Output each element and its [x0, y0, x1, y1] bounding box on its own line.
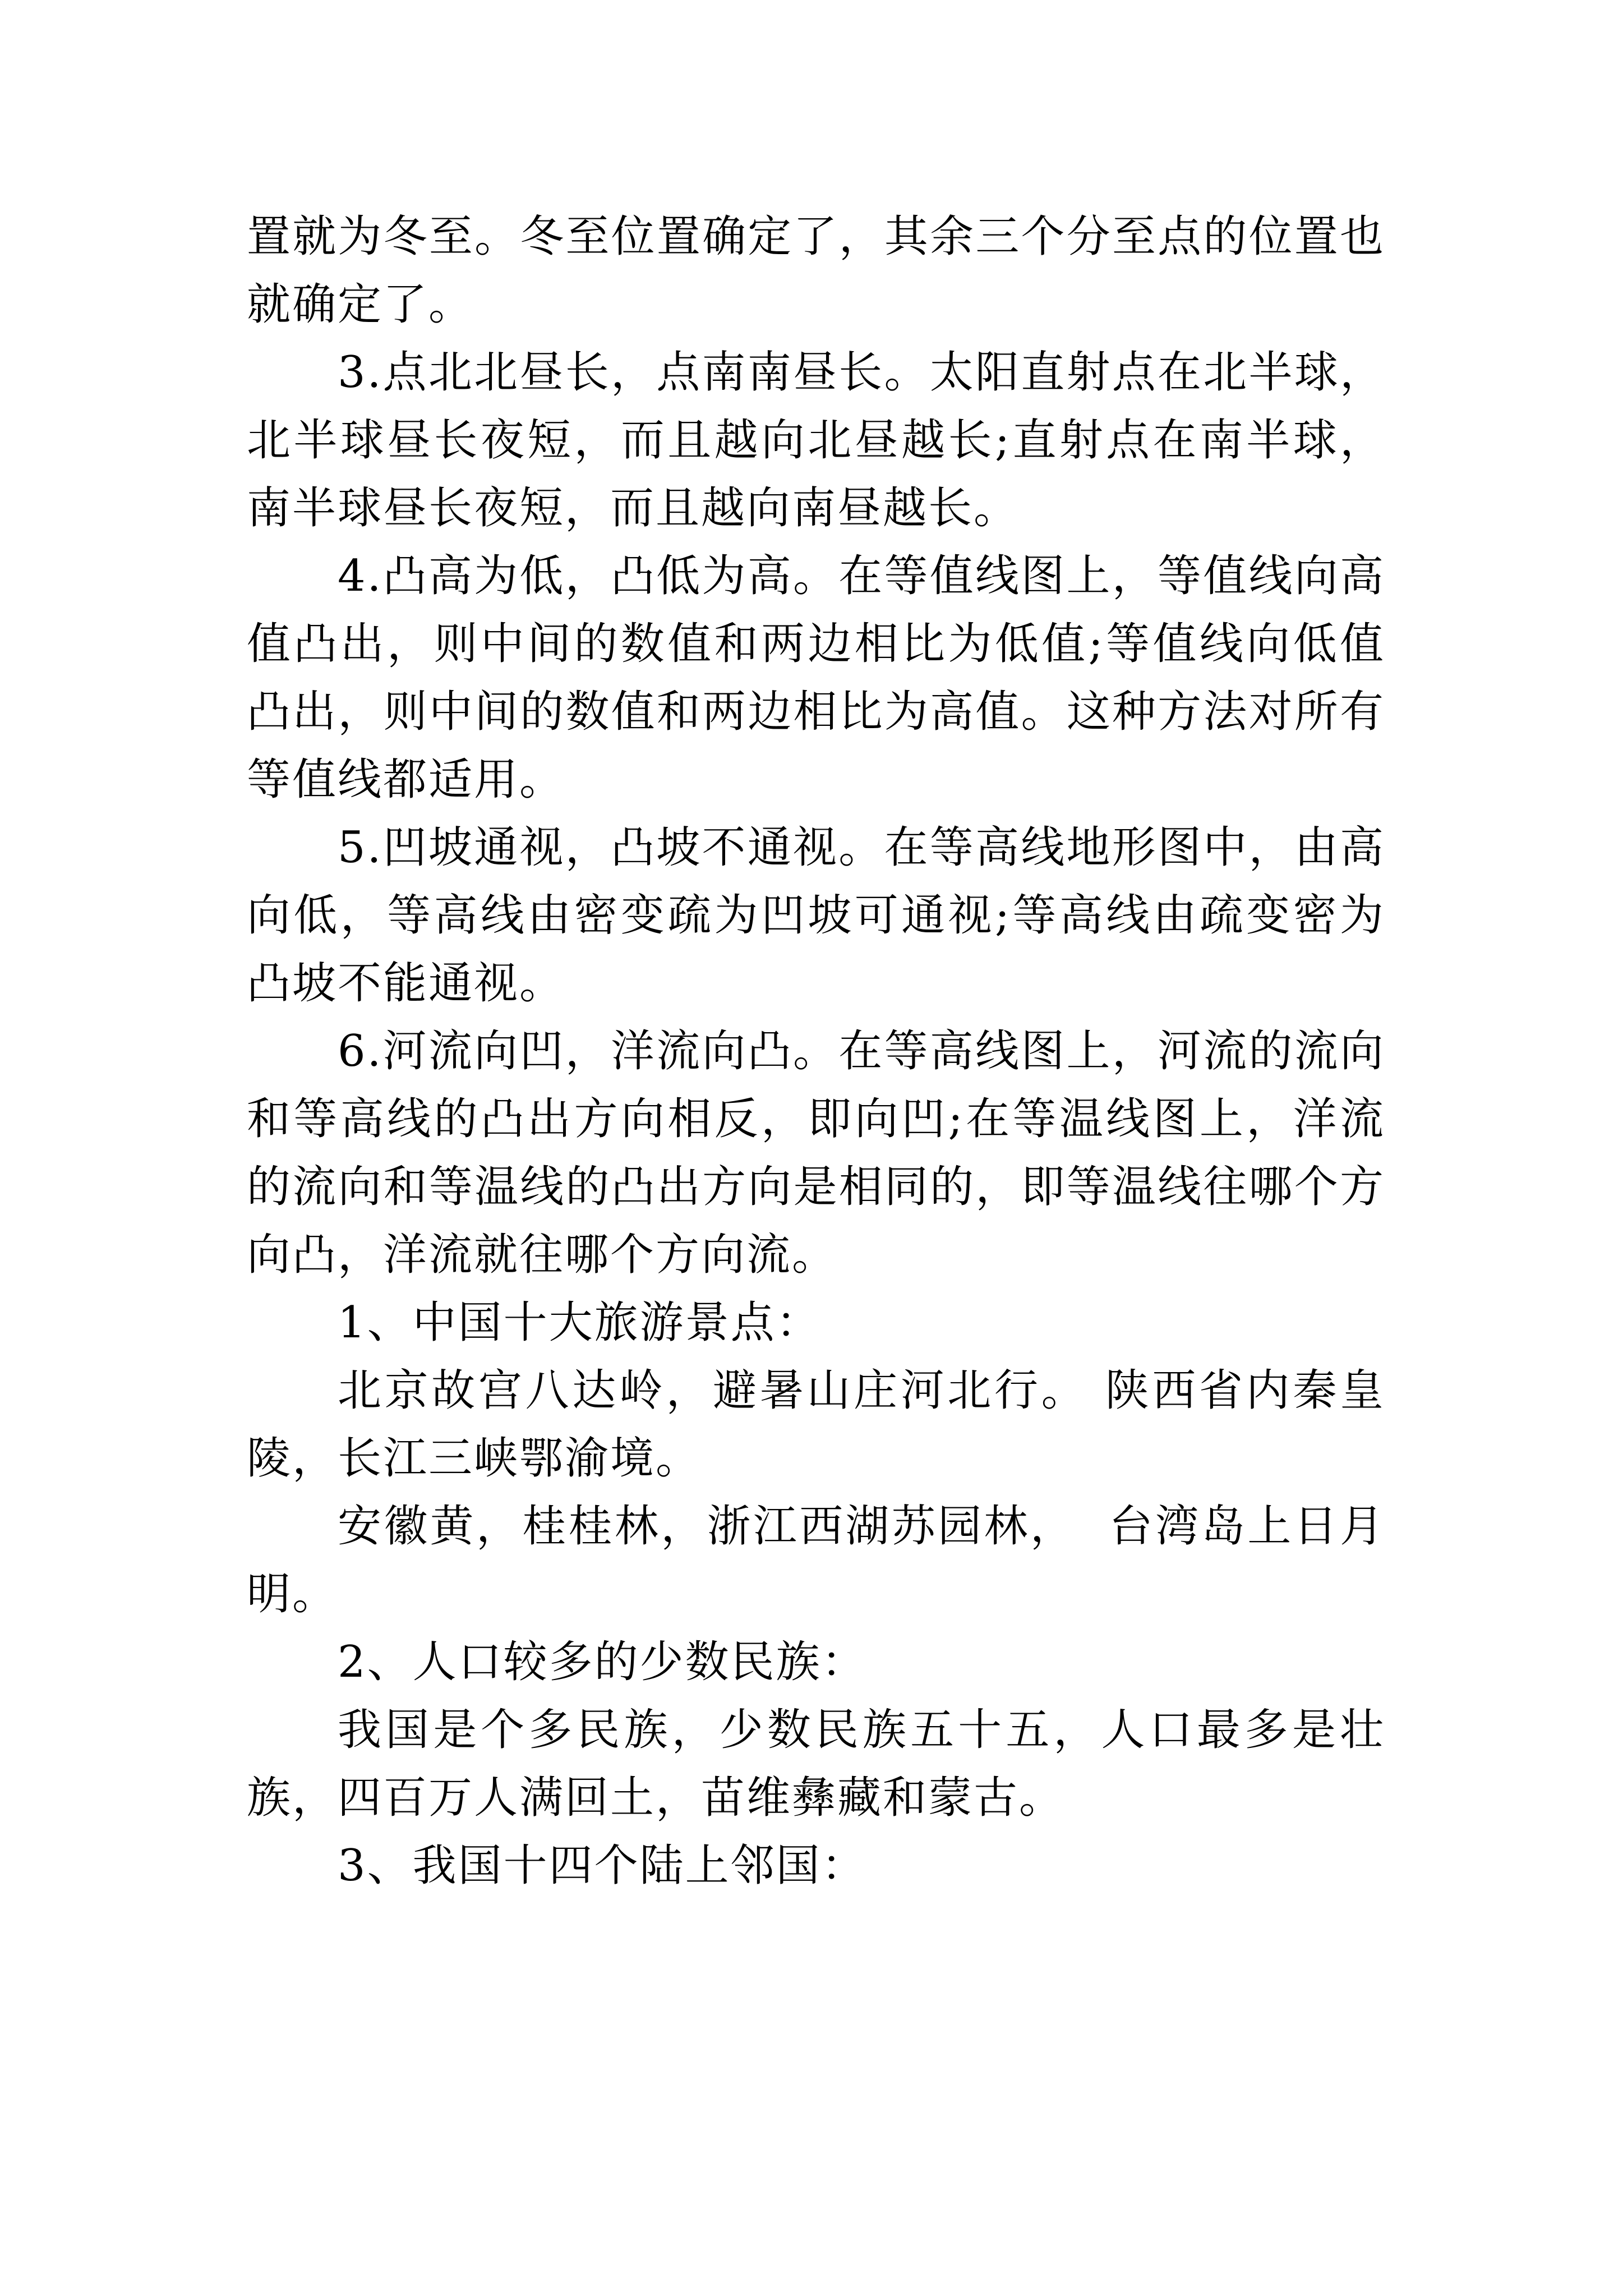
heading-land-neighbors: 3、我国十四个陆上邻国： [338, 1841, 867, 1891]
document-body [247, 203, 1385, 1900]
heading-ethnic-minorities: 2、人口较多的少数民族： [338, 1637, 867, 1687]
paragraph-tourist-sites-line-2: 安徽黄，桂桂林，浙江西湖苏园林， 台湾岛上日月明。 [247, 1501, 1385, 1619]
paragraph-continuation-winter-solstice: 置就为冬至。冬至位置确定了，其余三个分至点的位置也就确定了。 [247, 211, 1385, 330]
paragraph-ethnic-minorities: 我国是个多民族，少数民族五十五，人口最多是壮族，四百万人满回土，苗维彝藏和蒙古。 [247, 1705, 1385, 1823]
heading-tourist-sites: 1、中国十大旅游景点： [338, 1297, 822, 1348]
paragraph-item-4-isolines: 4.凸高为低，凸低为高。在等值线图上，等值线向高值凸出，则中间的数值和两边相比为低值;等值线向低值凸出，则中间的数值和两边相比为高值。这种方法对所有等值线都适用。 [247, 551, 1385, 805]
paragraph-tourist-sites-line-1: 北京故宫八达岭，避暑山庄河北行。 陕西省内秦皇陵，长江三峡鄂渝境。 [247, 1365, 1385, 1484]
paragraph-item-6-rivers-currents: 6.河流向凹，洋流向凸。在等高线图上，河流的流向和等高线的凸出方向相反，即向凹;在等温线图上，洋流的流向和等温线的凸出方向是相同的，即等温线往哪个方向凸，洋流就往哪个方向流。 [247, 1026, 1385, 1280]
paragraph-item-3-day-length: 3.点北北昼长，点南南昼长。太阳直射点在北半球，北半球昼长夜短，而且越向北昼越长;直射点在南半球，南半球昼长夜短，而且越向南昼越长。 [247, 347, 1385, 533]
paragraph-item-5-slope-visibility: 5.凹坡通视，凸坡不通视。在等高线地形图中，由高向低，等高线由密变疏为凹坡可通视;等高线由疏变密为凸坡不能通视。 [247, 822, 1385, 1009]
